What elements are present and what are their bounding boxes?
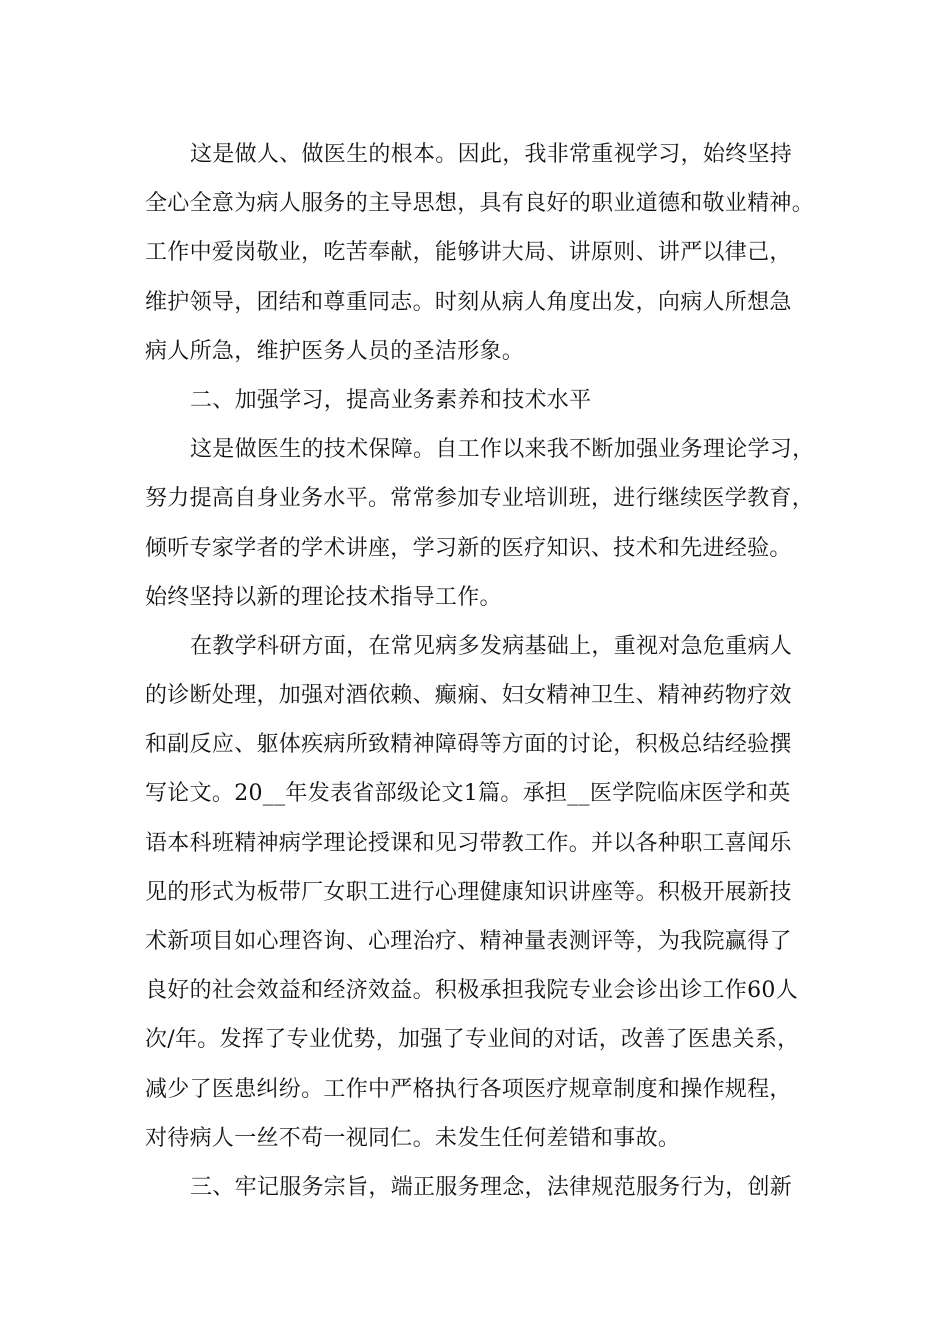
paragraph-line: 对待病人一丝不苟一视同仁。未发生任何差错和事故。	[145, 1125, 681, 1151]
paragraph-line: 这是做医生的技术保障。自工作以来我不断加强业务理论学习，	[190, 437, 815, 463]
paragraph-line: 维护领导，团结和尊重同志。时刻从病人角度出发，向病人所想急	[145, 289, 792, 315]
paragraph-line: 写论文。20__年发表省部级论文1篇。承担__医学院临床医学和英	[145, 781, 791, 807]
paragraph-line: 减少了医患纠纷。工作中严格执行各项医疗规章制度和操作规程，	[145, 1076, 792, 1102]
paragraph-line: 的诊断处理，加强对酒依赖、癫痫、妇女精神卫生、精神药物疗效	[145, 683, 792, 709]
paragraph-line: 全心全意为病人服务的主导思想，具有良好的职业道德和敬业精神。	[145, 191, 815, 217]
paragraph-line: 病人所急，维护医务人员的圣洁形象。	[145, 338, 525, 364]
paragraph-line: 倾听专家学者的学术讲座，学习新的医疗知识、技术和先进经验。	[145, 535, 792, 561]
paragraph-line: 和副反应、躯体疾病所致精神障碍等方面的讨论，积极总结经验撰	[145, 732, 792, 758]
paragraph-line: 在教学科研方面，在常见病多发病基础上，重视对急危重病人	[190, 633, 793, 659]
paragraph-line: 努力提高自身业务水平。常常参加专业培训班，进行继续医学教育，	[145, 486, 815, 512]
paragraph-line: 这是做人、做医生的根本。因此，我非常重视学习，始终坚持	[190, 142, 793, 167]
paragraph-line: 语本科班精神病学理论授课和见习带教工作。并以各种职工喜闻乐	[145, 830, 792, 856]
paragraph-line: 次/年。发挥了专业优势，加强了专业间的对话，改善了医患关系，	[145, 1027, 800, 1053]
paragraph-line: 术新项目如心理咨询、心理治疗、精神量表测评等，为我院赢得了	[145, 929, 792, 954]
paragraph-line: 见的形式为板带厂女职工进行心理健康知识讲座等。积极开展新技	[145, 879, 792, 905]
paragraph-line: 良好的社会效益和经济效益。积极承担我院专业会诊出诊工作60人	[145, 978, 798, 1004]
paragraph-line: 始终坚持以新的理论技术指导工作。	[145, 584, 502, 610]
document-body	[145, 130, 815, 1212]
section-heading: 二、加强学习，提高业务素养和技术水平	[190, 387, 592, 413]
section-heading: 三、牢记服务宗旨，端正服务理念，法律规范服务行为，创新	[190, 1174, 793, 1200]
paragraph-line: 工作中爱岗敬业，吃苦奉献，能够讲大局、讲原则、讲严以律己，	[145, 240, 792, 266]
